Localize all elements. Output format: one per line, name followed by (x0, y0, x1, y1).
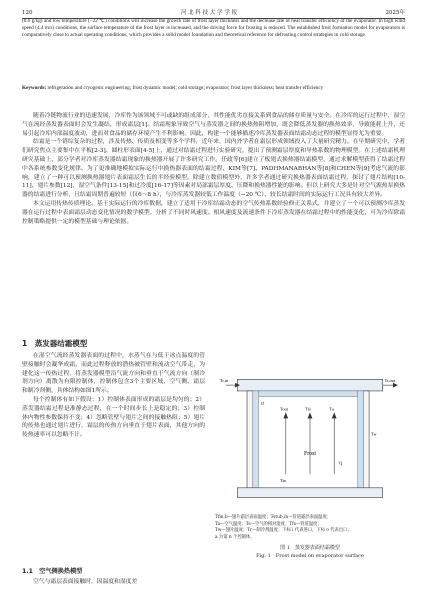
fin-right (363, 391, 369, 488)
journal-name: 河 北 科 技 大 学 学 报 (180, 10, 238, 16)
air-out-label: Tout (279, 406, 288, 412)
frost-layer-right (357, 391, 363, 488)
tube-bottom (237, 488, 382, 498)
wall-temp-label: Tw (371, 431, 377, 437)
figure-legend: Tfin,b—翅片霜层表面温度；Tstub,in—管道霜层表面温度； Ta—空气温度；Ts—空气的相对湿度；Tfs—管道温度； Tw—翅片温度；Tr—制冷剂温度；下标 i 代表进口，下标 o 代表出口； a 为第 n 个控制体。 (215, 515, 352, 540)
body-paragraph: 空气与霜层表面接触时，因温度和湿度差 (33, 579, 138, 585)
figure-caption-en: Fig. 1 Frost model on evaporator surface (256, 553, 364, 559)
left-column (22, 352, 205, 440)
introduction (22, 112, 405, 226)
frost-surface-temp-label: Tfs (305, 406, 311, 412)
body-paragraph: 在湿空气流经蒸发器表面的过程中，水蒸气在与低于冰点温度的管壁接触时会凝华成霜，而此过程释放的潜热被管壁和流动空气带走，为建化这一传热过程，将蒸发器模型沿气流方向和垂直于气流方向（制冷剂方向）离散为有限控制体，控制体包含3个主要区域，空气侧、霜层和制冷剂侧，具体结构如图1所示。 (22, 353, 205, 395)
section-heading: 1 蒸发器结霜模型 (22, 339, 88, 348)
keywords-text: refrigeration and cryogenic engineering; frost dynamic model; cold storage; evaporator; frost layer thickness; heat transfer efficiency (47, 85, 324, 91)
heat-flow-label: Q (339, 460, 343, 466)
fin-left (247, 391, 253, 488)
frost-thickness-label: xf (260, 400, 265, 406)
refrigerant-out-label: Tr,out (384, 378, 396, 384)
air-in-label: Tin (279, 478, 286, 483)
page-number: 120 (22, 10, 33, 16)
tube-top (237, 379, 382, 391)
body-paragraph: 每个控制体有如下假设：1）控制体表面形成的霜层是均匀的；2）蒸发器结霜过程是准静态过程，在一个时间步长上是稳定的；3）控制体内物性参数保持不变；4）忽略管壁与翅片之间的接触热阻；5）翅片的传热也通过翅片进行，霜层的传热方向垂直于翅片表面，其他方向的传热速率可以忽略不计。 (22, 396, 205, 439)
keywords-label: Keywords: (22, 85, 47, 91)
frost-model-figure (215, 358, 405, 513)
frost-layer-top (259, 391, 358, 397)
intro-paragraph: 本文运用传热传质理论，基于实际运行的冷库数据，建立了适用于冷库结霜动态的空气传热系数经验修正关系式，并建立了一个可以预测冷库蒸发器在运行过程中表面霜层动态变化情况的数学模型。分析了不同时风速度、相风速度及流速条件下冷库蒸发器在结霜过程中的性能变化，可为冷库除霜控制策略提供一定的模型基础与理论依据。 (22, 200, 405, 225)
intro-paragraph: 随着冷链物流行业的迅速发展，冷库作为该领域不可或缺的组成部分，其性能优劣直接关系到食品的储存质量与安全。在冷库的运行过程中，湿空气在流经蒸发器表面时会发生凝结，形成霜层[1]。结霜现象导致空气与蒸发器之间的换热热阻增加，既会降低蒸发器的换热效率，导致能耗上升，还易引起冷库内部温度波动，进而对食品的储存环境产生不利影响。因此，构建一个能够描述冷库蒸发器表面结霜动态过程的模型显得尤为重要。 (22, 113, 405, 137)
refrigerant-in-label: Tr,in (219, 378, 229, 384)
english-abstract: (0.6 g/kg) and low temperature (−22 ℃) conditions will increase the growth rate of frost layer thickness and the decrease rate of heat transfer efficiency of the evaporator. In high wind speed (4.4 m/s) conditions, the surface temperature of the frost layer is increased, and the driving force for frosting is reduced. The established frost formation model for evaporators is comparatively close to actual operating conditions, which provides a solid model foundation and theoretical reference for defrosting control strategies in cold storage. (22, 18, 405, 39)
frost-layer-left (253, 391, 259, 488)
figure-caption-cn: 图 1 蒸发器表面结霜模型 (280, 545, 340, 551)
subsection-heading: 1.1 空气侧换热模型 (22, 568, 83, 575)
keywords (22, 85, 405, 92)
frost-label: Frost (304, 450, 316, 457)
intro-paragraph: 结霜是一个错综复杂的过程，涉及传热、传质及相变等多个学科，近年来，国内外学者在霜层形成领域投入了大量研究精力。在早期研究中，学者们研究焦点主要集中在平板[2-3]、圆柱形表面[4-5]上，通过对结霜过程进行实验研究，提出了预测霜层厚度和导热系数的物理模型。在上述结霜机理研究基础上，部分学者对冷库蒸发器结霜现象的换热器开展了许多研究工作。任政等[6]建立了板翅式换热器结霜模型，通过求解模型获得了结霜过程中各系统参数变化规律。为了更准确地模拟实际运行中换热器表面的结霜过程，KIM等[7]、PADHMANABHAN等[8]和CHEN等[9]考虑气流的影响，建立了一种可以预测换热器翅片表面霜层生长的半经验模型。除建立数值模型外，许多学者通过研究换热器表面结霜过程，探讨了翅片结构[10-11]、翅片参数[12]、湿空气条件[13-15]和过冷度[16-17]等因素对局部霜层厚度、压降和换热器性能的影响。但以上研究大多是针对空气源热泵换热器的结霜进行分析，且结霜周期普遍较短（仅6～8 h），与冷库蒸发器较低工作温度（−20 ℃）、较长结霜时间的实际运行工况具有较大差异。 (22, 139, 405, 199)
air-temp-label: Ta (329, 406, 334, 412)
journal-year: 2025年 (385, 10, 405, 16)
